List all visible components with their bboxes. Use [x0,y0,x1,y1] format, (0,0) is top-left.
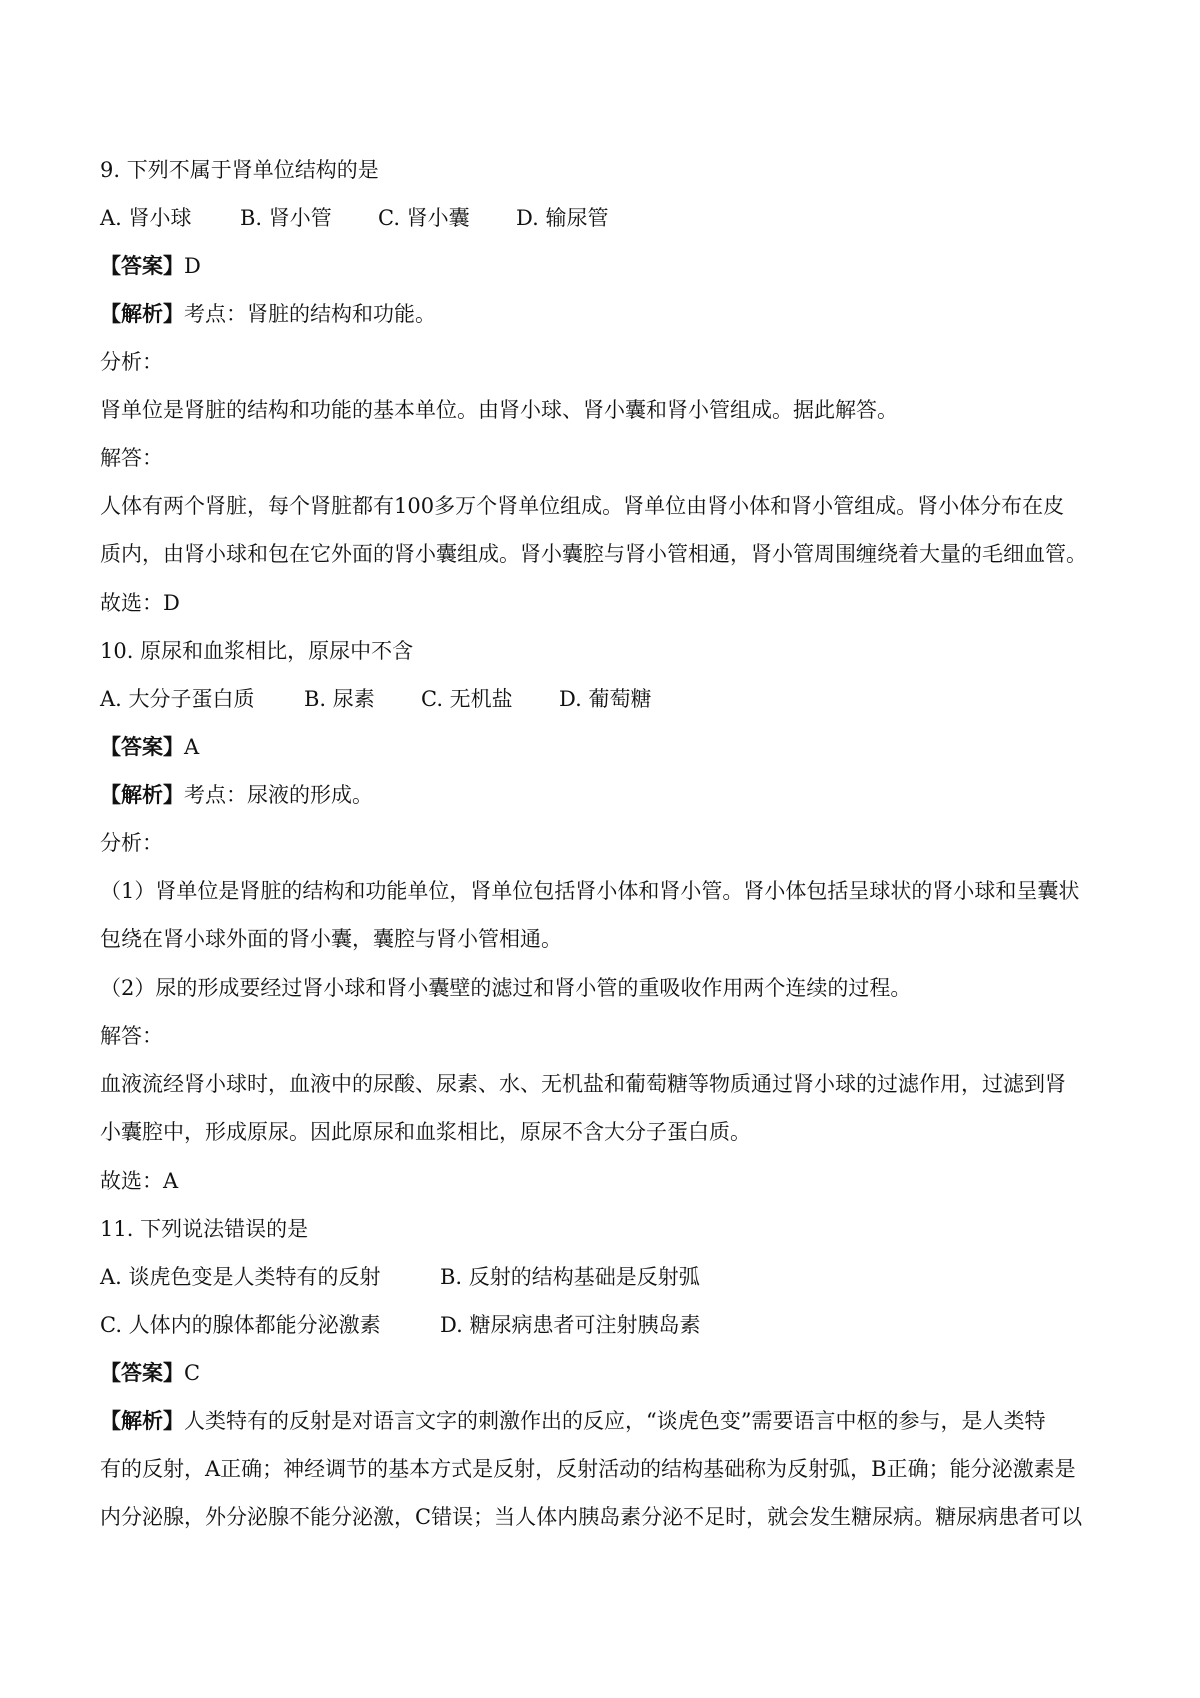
jieda-text-1: 血液流经肾小球时，血液中的尿酸、尿素、水、无机盐和葡萄糖等物质通过肾小球的过滤作用，过滤到肾 [100,1072,1066,1096]
fenxi-text-3: （2）尿的形成要经过肾小球和肾小囊壁的滤过和肾小管的重吸收作用两个连续的过程。 [100,976,912,1000]
analysis-tag: 【解析】 [100,301,184,326]
jieda-text-1: 人体有两个肾脏，每个肾脏都有100多万个肾单位组成。肾单位由肾小体和肾小管组成。肾小体分布在皮 [100,494,1065,518]
option-c: C. 人体内的腺体都能分泌激素 [100,1313,381,1337]
fenxi-text: 肾单位是肾脏的结构和功能的基本单位。由肾小球、肾小囊和肾小管组成。据此解答。 [100,398,898,422]
answer-tag: 【答案】 [100,253,184,278]
analysis-text-2: 有的反射，A正确；神经调节的基本方式是反射，反射活动的结构基础称为反射弧，B正确；能分泌激素是 [100,1457,1076,1481]
answer-value: A [184,735,200,759]
option-a: A. 谈虎色变是人类特有的反射 [100,1265,381,1289]
option-d: D. 糖尿病患者可注射胰岛素 [440,1313,701,1337]
question-11-options-row-1 [100,1262,700,1292]
option-b: B. 反射的结构基础是反射弧 [440,1265,700,1289]
analysis-text: 考点：尿液的形成。 [184,783,373,807]
analysis-text-3: 内分泌腺，外分泌腺不能分泌激，C错误；当人体内胰岛素分泌不足时，就会发生糖尿病。糖尿病患者可以 [100,1505,1083,1529]
question-9-options [100,203,608,233]
option-c: C. 无机盐 [421,687,513,711]
fenxi-label: 分析： [100,350,163,374]
analysis-text: 考点：肾脏的结构和功能。 [184,302,436,326]
jieda-label: 解答： [100,446,163,470]
answer-value: C [184,1361,201,1385]
fenxi-text-2: 包绕在肾小球外面的肾小囊，囊腔与肾小管相通。 [100,927,562,951]
option-c: C. 肾小囊 [378,206,470,230]
question-10-options [100,684,651,714]
answer-tag: 【答案】 [100,734,184,759]
answer-tag: 【答案】 [100,1360,184,1385]
option-b: B. 尿素 [304,687,375,711]
analysis-text-1: 人类特有的反射是对语言文字的刺激作出的反应，“谈虎色变”需要语言中枢的参与，是人类特 [184,1409,1046,1433]
analysis-line [100,780,373,810]
option-d: D. 葡萄糖 [559,687,652,711]
choice-line: 故选：D [100,591,180,615]
analysis-line [100,299,436,329]
answer-line [100,1358,200,1388]
fenxi-text-1: （1）肾单位是肾脏的结构和功能单位，肾单位包括肾小体和肾小管。肾小体包括呈球状的肾小球和呈囊状 [100,879,1080,903]
answer-value: D [184,254,201,278]
analysis-tag: 【解析】 [100,1408,184,1433]
option-a: A. 肾小球 [100,206,192,230]
option-d: D. 输尿管 [516,206,609,230]
option-b: B. 肾小管 [240,206,332,230]
question-10-stem: 10. 原尿和血浆相比，原尿中不含 [100,639,414,663]
analysis-line-1 [100,1406,1045,1436]
analysis-tag: 【解析】 [100,782,184,807]
jieda-label: 解答： [100,1024,163,1048]
fenxi-label: 分析： [100,831,163,855]
option-a: A. 大分子蛋白质 [100,687,255,711]
question-11-options-row-2 [100,1310,700,1340]
jieda-text-2: 小囊腔中，形成原尿。因此原尿和血浆相比，原尿不含大分子蛋白质。 [100,1120,751,1144]
jieda-text-2: 质内，由肾小球和包在它外面的肾小囊组成。肾小囊腔与肾小管相通，肾小管周围缠绕着大量的毛细血管。 [100,542,1087,566]
question-11-stem: 11. 下列说法错误的是 [100,1217,309,1241]
choice-line: 故选：A [100,1169,179,1193]
answer-line [100,732,199,762]
question-9-stem: 9. 下列不属于肾单位结构的是 [100,158,379,182]
answer-line [100,251,201,281]
